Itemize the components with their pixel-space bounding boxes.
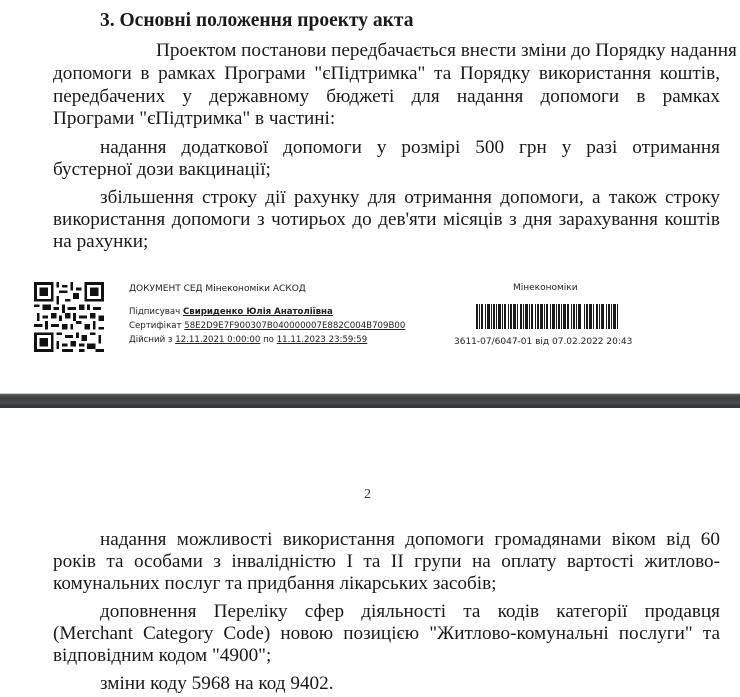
signer-row [129,307,333,317]
certificate-row [129,321,405,331]
list-item-line: доповнення Переліку сфер діяльності та кодів категорії продавця [100,601,720,622]
list-item-line: надання можливості використання допомоги громадянами віком від 60 [100,529,720,550]
list-item-line: використання допомоги з чотирьох до дев'яти місяців з дня зарахування коштів [53,209,720,230]
list-item-line: бустерної дози вакцинації; [53,159,271,180]
certificate-value: 58E2D9E7F900307B040000007E882C004B709B00 [184,321,406,331]
list-item-line: комунальних послуг та придбання лікарських засобів; [53,573,497,594]
valid-to-value: 11.11.2023 23:59:59 [276,335,368,345]
signer-name: Свириденко Юлія Анатоліївна [182,307,333,317]
list-item-line: відповідним кодом "4900"; [53,645,272,666]
list-item-line: збільшення строку дії рахунку для отримання допомоги, а також строку [100,187,720,208]
list-item-line: на рахунки; [53,231,149,252]
stamp-title: ДОКУМЕНТ СЕД Мінекономіки АСКОД [129,284,306,294]
registration-number: 3611-07/6047-01 від 07.02.2022 20:43 [454,337,633,347]
valid-from-value: 12.11.2021 0:00:00 [175,335,261,345]
list-item-line: надання додаткової допомоги у розмірі 500 грн у разі отримання [100,137,720,158]
valid-to-label: по [263,335,274,345]
barcode-icon [476,304,618,329]
valid-from-label: Дійсний з [129,335,173,345]
qr-code-icon [34,282,104,352]
paragraph-line: Проектом постанови передбачається внести зміни до Порядку надання [156,40,737,61]
list-item-line: зміни коду 5968 на код 9402. [100,673,334,694]
org-name: Мінекономіки [513,283,578,293]
section-heading: 3. Основні положення проекту акта [100,10,414,31]
list-item-line: (Merchant Category Code) новою позицією "Житлово-комунальні послуги" та [53,623,720,644]
certificate-label: Сертифікат [129,321,182,331]
signer-label: Підписувач [129,307,181,317]
paragraph-line: передбачених у державному бюджеті для надання допомоги в рамках [53,86,720,107]
list-item-line: років та особами з інвалідністю І та ІІ групи на оплату вартості житлово- [53,551,720,572]
paragraph-line: Програми "єПідтримка" в частині: [53,108,336,129]
page-number: 2 [364,487,371,502]
validity-row [129,335,367,345]
paragraph-line: допомоги в рамках Програми "єПідтримка" та Порядку використання коштів, [53,63,720,84]
